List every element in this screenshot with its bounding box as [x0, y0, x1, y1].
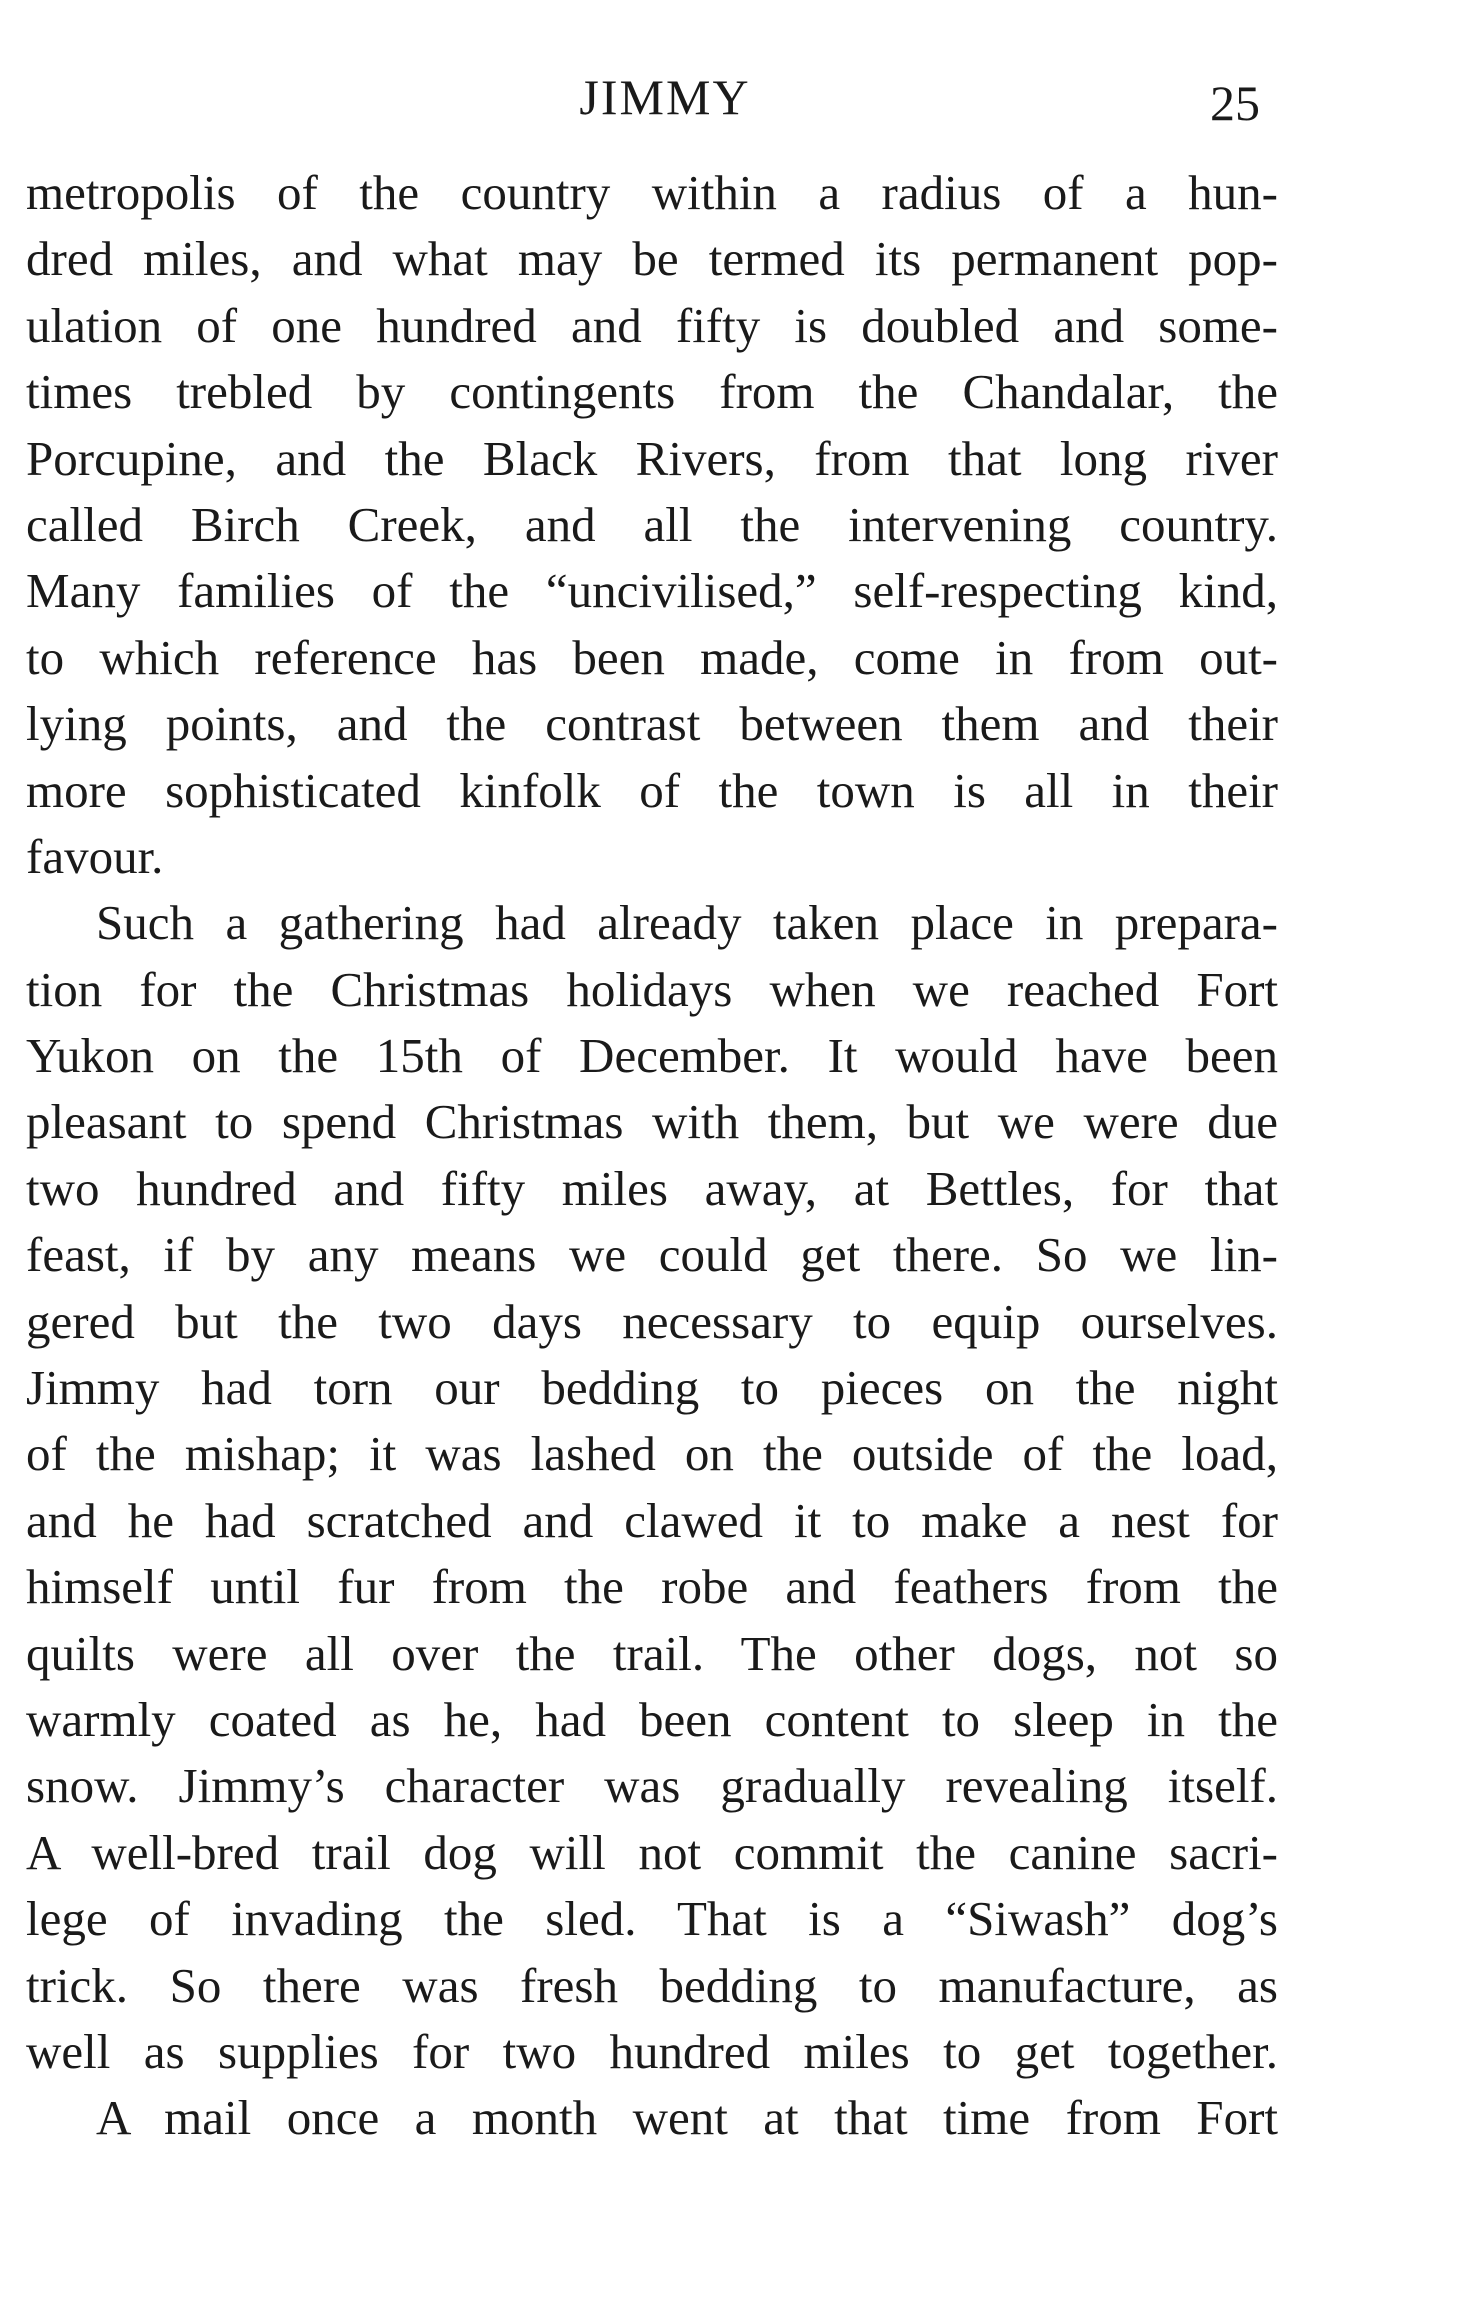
text-line: quilts were all over the trail. The other dogs, not so — [26, 1625, 1278, 1681]
text-line: and he had scratched and clawed it to make a nest for — [26, 1492, 1278, 1548]
text-line: Porcupine, and the Black Rivers, from that long river — [26, 430, 1278, 486]
text-line: Such a gathering had already taken place in prepara- — [96, 895, 1278, 951]
text-line: pleasant to spend Christmas with them, but we were due — [26, 1094, 1278, 1150]
text-line: times trebled by contingents from the Chandalar, the — [26, 364, 1278, 420]
text-line: favour. — [26, 828, 164, 884]
text-line: Many families of the “uncivilised,” self-respecting kind, — [26, 563, 1278, 619]
text-line: himself until fur from the robe and feathers from the — [26, 1559, 1278, 1615]
text-line: to which reference has been made, come in from out- — [26, 629, 1278, 685]
text-line: Yukon on the 15th of December. It would have been — [26, 1028, 1278, 1084]
running-title: JIMMY — [579, 69, 751, 125]
text-line: two hundred and fifty miles away, at Bettles, for that — [26, 1160, 1278, 1216]
text-line: dred miles, and what may be termed its permanent pop- — [26, 231, 1278, 287]
text-line: A well-bred trail dog will not commit the canine sacri- — [26, 1824, 1278, 1880]
text-line: Jimmy had torn our bedding to pieces on the night — [26, 1360, 1278, 1416]
text-line: of the mishap; it was lashed on the outside of the load, — [26, 1426, 1278, 1482]
text-line: gered but the two days necessary to equip ourselves. — [26, 1293, 1278, 1349]
text-line: lege of invading the sled. That is a “Siwash” dog’s — [26, 1891, 1278, 1947]
text-line: snow. Jimmy’s character was gradually revealing itself. — [26, 1758, 1278, 1814]
text-line: A mail once a month went at that time from Fort — [96, 2090, 1278, 2146]
running-head — [0, 62, 1479, 132]
text-line: feast, if by any means we could get there. So we lin- — [26, 1227, 1278, 1283]
text-line: well as supplies for two hundred miles to get together. — [26, 2023, 1278, 2079]
body-text — [26, 160, 1278, 2152]
text-line: lying points, and the contrast between them and their — [26, 696, 1278, 752]
text-line: warmly coated as he, had been content to sleep in the — [26, 1691, 1278, 1747]
text-line: more sophisticated kinfolk of the town is all in their — [26, 762, 1278, 818]
text-line: ulation of one hundred and fifty is doubled and some- — [26, 297, 1278, 353]
page-number: 25 — [1210, 75, 1260, 131]
text-line: tion for the Christmas holidays when we reached Fort — [26, 961, 1278, 1017]
text-line: trick. So there was fresh bedding to manufacture, as — [26, 1957, 1278, 2013]
text-line: metropolis of the country within a radius of a hun- — [26, 165, 1278, 220]
text-line: called Birch Creek, and all the intervening country. — [26, 496, 1278, 552]
